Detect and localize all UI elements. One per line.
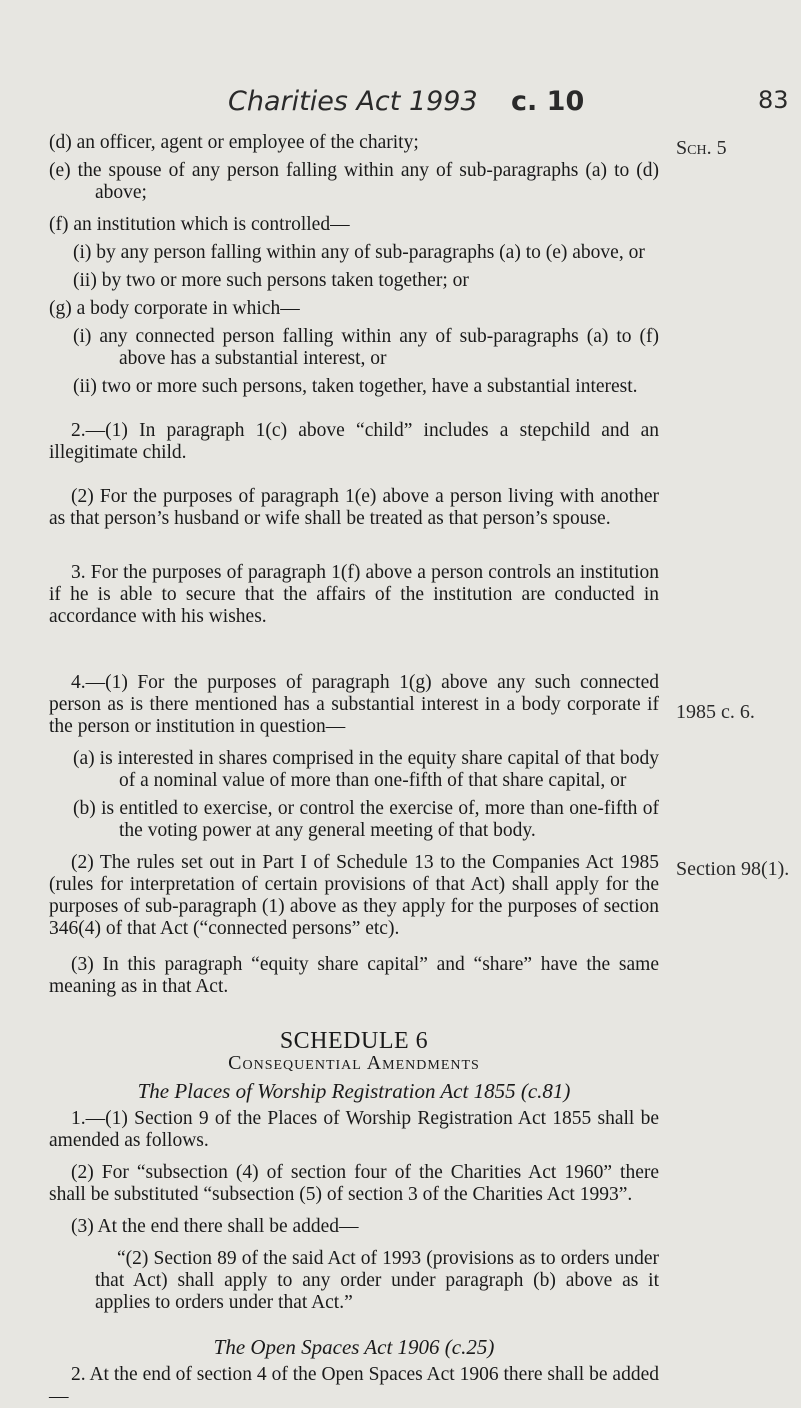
para-1f-ii: (ii) by two or more such persons taken together; or [73,270,469,291]
sched-para-2: 2. At the end of section 4 of the Open Spaces Act 1906 there shall be added— [49,1364,659,1407]
quoted-provision: “(2) Section 89 of the said Act of 1993 (provisions as to orders under that Act) shall apply to any order under paragraph (b) above as it applies to orders under that Act.” [95,1248,659,1313]
para-1g: (g) a body corporate in which— [49,298,300,319]
schedule-subtitle: Consequential Amendments [228,1052,480,1074]
para-4-1: 4.—(1) For the purposes of paragraph 1(g) above any such connected person as is there mentioned has a substantial interest in a body corporate if the person or institution in question— [49,672,659,737]
para-4-1-b: (b) is entitled to exercise, or control the exercise of, more than one-fifth of the voting power at any general meeting of that body. [73,798,659,841]
sched-para-1-3: (3) At the end there shall be added— [71,1216,359,1237]
schedule-heading: SCHEDULE 6 [279,1028,429,1054]
para-1f: (f) an institution which is controlled— [49,214,350,235]
page-number: 83 [758,86,789,114]
para-2-2: (2) For the purposes of paragraph 1(e) above a person living with another as that person’s husband or wife shall be treated as that person’s spouse. [49,486,659,529]
para-3: 3. For the purposes of paragraph 1(f) above a person controls an institution if he is able to secure that the affairs of the institution are conducted in accordance with his wishes. [49,562,659,627]
document-body [49,132,659,1408]
margin-note-companies-act: 1985 c. 6. [676,701,755,723]
para-1d: (d) an officer, agent or employee of the charity; [49,132,419,153]
para-1g-i: (i) any connected person falling within any of sub-paragraphs (a) to (f) above has a substantial interest, or [73,326,659,369]
para-4-3: (3) In this paragraph “equity share capital” and “share” have the same meaning as in that Act. [49,954,659,997]
sched-para-1-1: 1.—(1) Section 9 of the Places of Worship Registration Act 1855 shall be amended as follows. [49,1108,659,1151]
para-2-1: 2.—(1) In paragraph 1(c) above “child” includes a stepchild and an illegitimate child. [49,420,659,463]
chapter-number: c. 10 [511,86,585,117]
para-1g-ii: (ii) two or more such persons, taken together, have a substantial interest. [73,376,638,397]
para-4-1-a: (a) is interested in shares comprised in the equity share capital of that body of a nominal value of more than one-fifth of that share capital, or [73,748,659,791]
sched-para-1-2: (2) For “subsection (4) of section four of the Charities Act 1960” there shall be substituted “subsection (5) of section 3 of the Charities Act 1993”. [49,1162,659,1205]
running-header [0,86,801,126]
para-4-2: (2) The rules set out in Part I of Schedule 13 to the Companies Act 1985 (rules for interpretation of certain provisions of that Act) shall apply for the purposes of sub-paragraph (1) above as they apply for the purposes of section 346(4) of that Act (“connected persons” etc). [49,852,659,939]
margin-note-schedule: Sch. 5 [676,137,727,159]
act-heading-1855: The Places of Worship Registration Act 1855 (c.81) [137,1079,571,1103]
margin-note-section-ref: Section 98(1). [676,858,790,880]
act-heading-1906: The Open Spaces Act 1906 (c.25) [213,1335,495,1359]
running-title: Charities Act 1993 [228,86,478,117]
para-1e: (e) the spouse of any person falling within any of sub-paragraphs (a) to (d) above; [49,160,659,203]
para-1f-i: (i) by any person falling within any of sub-paragraphs (a) to (e) above, or [73,242,645,263]
